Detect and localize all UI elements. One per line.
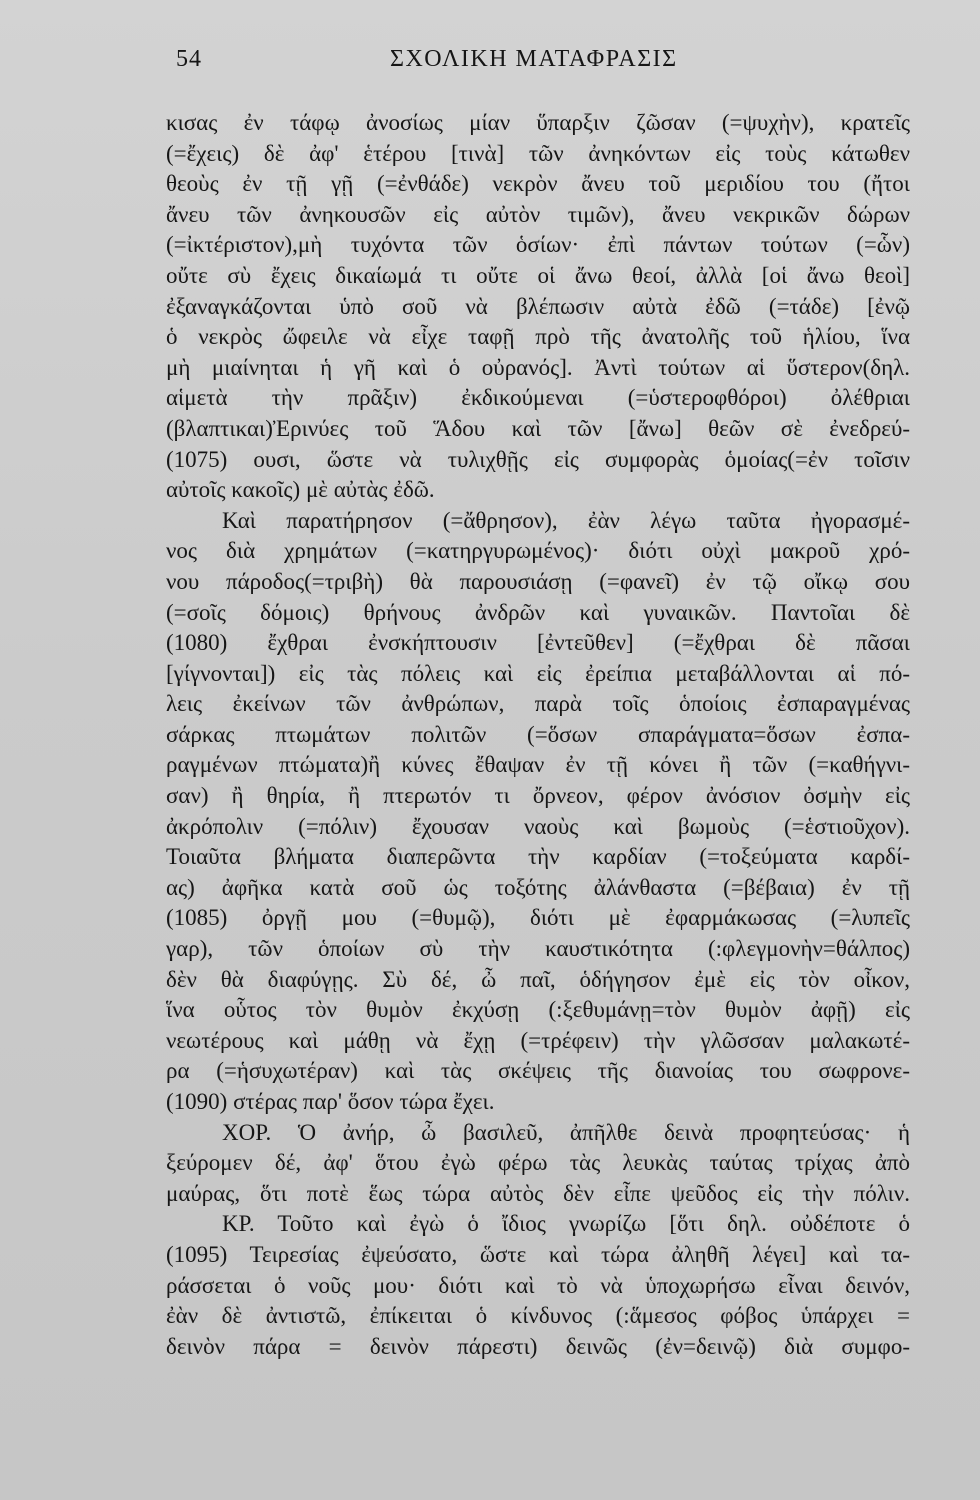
- text-line: θεοὺς ἐν τῇ γῇ (=ἐνθάδε) νεκρὸν ἄνευ τοῦ μεριδίου του (ἤτοι: [166, 171, 910, 197]
- text-line: Καὶ παρατήρησον (=ἄθρησον), ἐὰν λέγω ταῦτα ἠγορασμέ-: [222, 507, 910, 533]
- running-title: ΣΧΟΛΙΚΗ ΜΑΤΑΦΡΑΣΙΣ: [390, 46, 678, 72]
- text-line: οὔτε σὺ ἔχεις δικαίωμά τι οὔτε οἱ ἄνω θεοί, ἀλλὰ [οἱ ἄνω θεοὶ]: [166, 262, 910, 288]
- text-line: ἄνευ τῶν ἀνηκουσῶν εἰς αὐτὸν τιμῶν), ἄνευ νεκρικῶν δώρων: [166, 201, 910, 227]
- text-line: [γίγνονται]) εἰς τὰς πόλεις καὶ εἰς ἐρείπια μεταβάλλονται αἱ πό-: [166, 660, 910, 686]
- text-line: ἐξαναγκάζονται ὑπὸ σοῦ νὰ βλέπωσιν αὐτὰ ἐδῶ (=τάδε) [ἐνῷ: [166, 293, 910, 319]
- text-line: (1075) ουσι, ὥστε νὰ τυλιχθῇς εἰς συμφορὰς ὁμοίας(=ἐν τοῖσιν: [166, 446, 910, 472]
- text-line: ΧΟΡ. Ὁ ἀνήρ, ὦ βασιλεῦ, ἀπῆλθε δεινὰ προφητεύσας· ἡ: [222, 1119, 910, 1145]
- text-line: γαρ), τῶν ὁποίων σὺ τὴν καυστικότητα (:φλεγμονὴν=θάλπος): [166, 936, 910, 962]
- text-line: αὐτοῖς κακοῖς) μὲ αὐτὰς ἐδῶ.: [166, 477, 435, 503]
- text-line: Τοιαῦτα βλήματα διαπερῶντα τὴν καρδίαν (=τοξεύματα καρδί-: [166, 844, 910, 870]
- text-line: (1085) ὀργῇ μου (=θυμῷ), διότι μὲ ἐφαρμάκωσας (=λυπεῖς: [166, 905, 910, 931]
- text-line: νου πάροδος(=τριβὴ) θὰ παρουσιάσῃ (=φανεῖ) ἐν τῷ οἴκῳ σου: [166, 568, 910, 594]
- text-line: ραγμένων πτώματα)ἢ κύνες ἔθαψαν ἐν τῇ κόνει ἢ τῶν (=καθήγνι-: [166, 752, 910, 778]
- text-line: ρα (=ἡσυχωτέραν) καὶ τὰς σκέψεις τῆς διανοίας του σωφρονε-: [166, 1058, 910, 1084]
- text-line: ΚΡ. Τοῦτο καὶ ἐγὼ ὁ ἴδιος γνωρίζω [ὅτι δηλ. οὐδέποτε ὁ: [222, 1211, 910, 1237]
- text-line: (1090) στέρας παρ' ὅσον τώρα ἔχει.: [166, 1089, 495, 1114]
- text-line: (1095) Τειρεσίας ἐψεύσατο, ὥστε καὶ τώρα ἀληθῆ λέγει] καὶ τα-: [166, 1241, 910, 1267]
- text-line: ὁ νεκρὸς ὤφειλε νὰ εἶχε ταφῇ πρὸ τῆς ἀνατολῆς τοῦ ἡλίου, ἵνα: [166, 324, 910, 350]
- text-line: (=ἔχεις) δὲ ἀφ' ἑτέρου [τινὰ] τῶν ἀνηκόντων εἰς τοὺς κάτωθεν: [166, 140, 910, 166]
- text-line: αἱμετὰ τὴν πρᾶξιν) ἐκδικούμεναι (=ὑστεροφθόροι) ὀλέθριαι: [166, 385, 910, 411]
- text-line: (1080) ἔχθραι ἐνσκήπτουσιν [ἐντεῦθεν] (=ἔχθραι δὲ πᾶσαι: [166, 630, 910, 656]
- text-line: ἐὰν δὲ ἀντιστῶ, ἐπίκειται ὁ κίνδυνος (:ἅμεσος φόβος ὑπάρχει =: [166, 1303, 910, 1329]
- text-line: μαύρας, ὅτι ποτὲ ἕως τώρα αὐτὸς δὲν εἶπε ψεῦδος εἰς τὴν πόλιν.: [166, 1180, 910, 1206]
- text-line: ἀκρόπολιν (=πόλιν) ἔχουσαν ναοὺς καὶ βωμοὺς (=ἑστιοῦχον).: [166, 813, 910, 839]
- text-line: μὴ μιαίνηται ἡ γῆ καὶ ὁ οὐρανός]. Ἀντὶ τούτων αἱ ὕστερον(δηλ.: [166, 354, 910, 380]
- page-number: 54: [176, 46, 202, 72]
- text-line: δεινὸν πάρα = δεινὸν πάρεστι) δεινῶς (ἐν=δεινῷ) διὰ συμφο-: [166, 1333, 910, 1359]
- text-line: λεις ἐκείνων τῶν ἀνθρώπων, παρὰ τοῖς ὁποίοις ἐσπαραγμένας: [166, 691, 910, 717]
- text-line: κισας ἐν τάφῳ ἀνοσίως μίαν ὕπαρξιν ζῶσαν (=ψυχὴν), κρατεῖς: [166, 110, 910, 135]
- text-line: ξεύρομεν δέ, ἀφ' ὅτου ἐγὼ φέρω τὰς λευκὰς ταύτας τρίχας ἀπὸ: [166, 1150, 910, 1176]
- text-line: σάρκας πτωμάτων πολιτῶν (=ὅσων σπαράγματα=ὅσων ἐσπα-: [166, 721, 910, 747]
- text-line: (=σοῖς δόμοις) θρήνους ἀνδρῶν καὶ γυναικῶν. Παντοῖαι δὲ: [166, 599, 910, 625]
- page-header: [176, 46, 736, 80]
- text-line: (=ἰκτέριστον),μὴ τυχόντα τῶν ὁσίων· ἐπὶ πάντων τούτων (=ὧν): [166, 232, 910, 258]
- text-line: δὲν θὰ διαφύγῃς. Σὺ δέ, ὦ παῖ, ὁδήγησον ἐμὲ εἰς τὸν οἶκον,: [166, 966, 910, 992]
- text-line: σαν) ἢ θηρία, ἢ πτερωτόν τι ὄρνεον, φέρον ἀνόσιον ὀσμὴν εἰς: [166, 783, 910, 809]
- text-line: ας) ἀφῆκα κατὰ σοῦ ὡς τοξότης ἀλάνθαστα (=βέβαια) ἐν τῇ: [166, 874, 910, 900]
- body-text: [166, 108, 910, 1483]
- text-line: νος διὰ χρημάτων (=κατηργυρωμένος)· διότι οὐχὶ μακροῦ χρό-: [166, 538, 910, 564]
- text-line: ἵνα οὗτος τὸν θυμὸν ἐκχύσῃ (:ξεθυμάνῃ=τὸν θυμὸν ἀφῇ) εἰς: [166, 997, 910, 1023]
- text-line: νεωτέρους καὶ μάθῃ νὰ ἔχῃ (=τρέφειν) τὴν γλῶσσαν μαλακωτέ-: [166, 1027, 910, 1053]
- text-line: ράσσεται ὁ νοῦς μου· διότι καὶ τὸ νὰ ὑποχωρήσω εἶναι δεινόν,: [166, 1272, 910, 1298]
- text-line: (βλαπτικαι)Ἐρινύες τοῦ Ἅδου καὶ τῶν [ἄνω] θεῶν σὲ ἐνεδρεύ-: [166, 415, 910, 441]
